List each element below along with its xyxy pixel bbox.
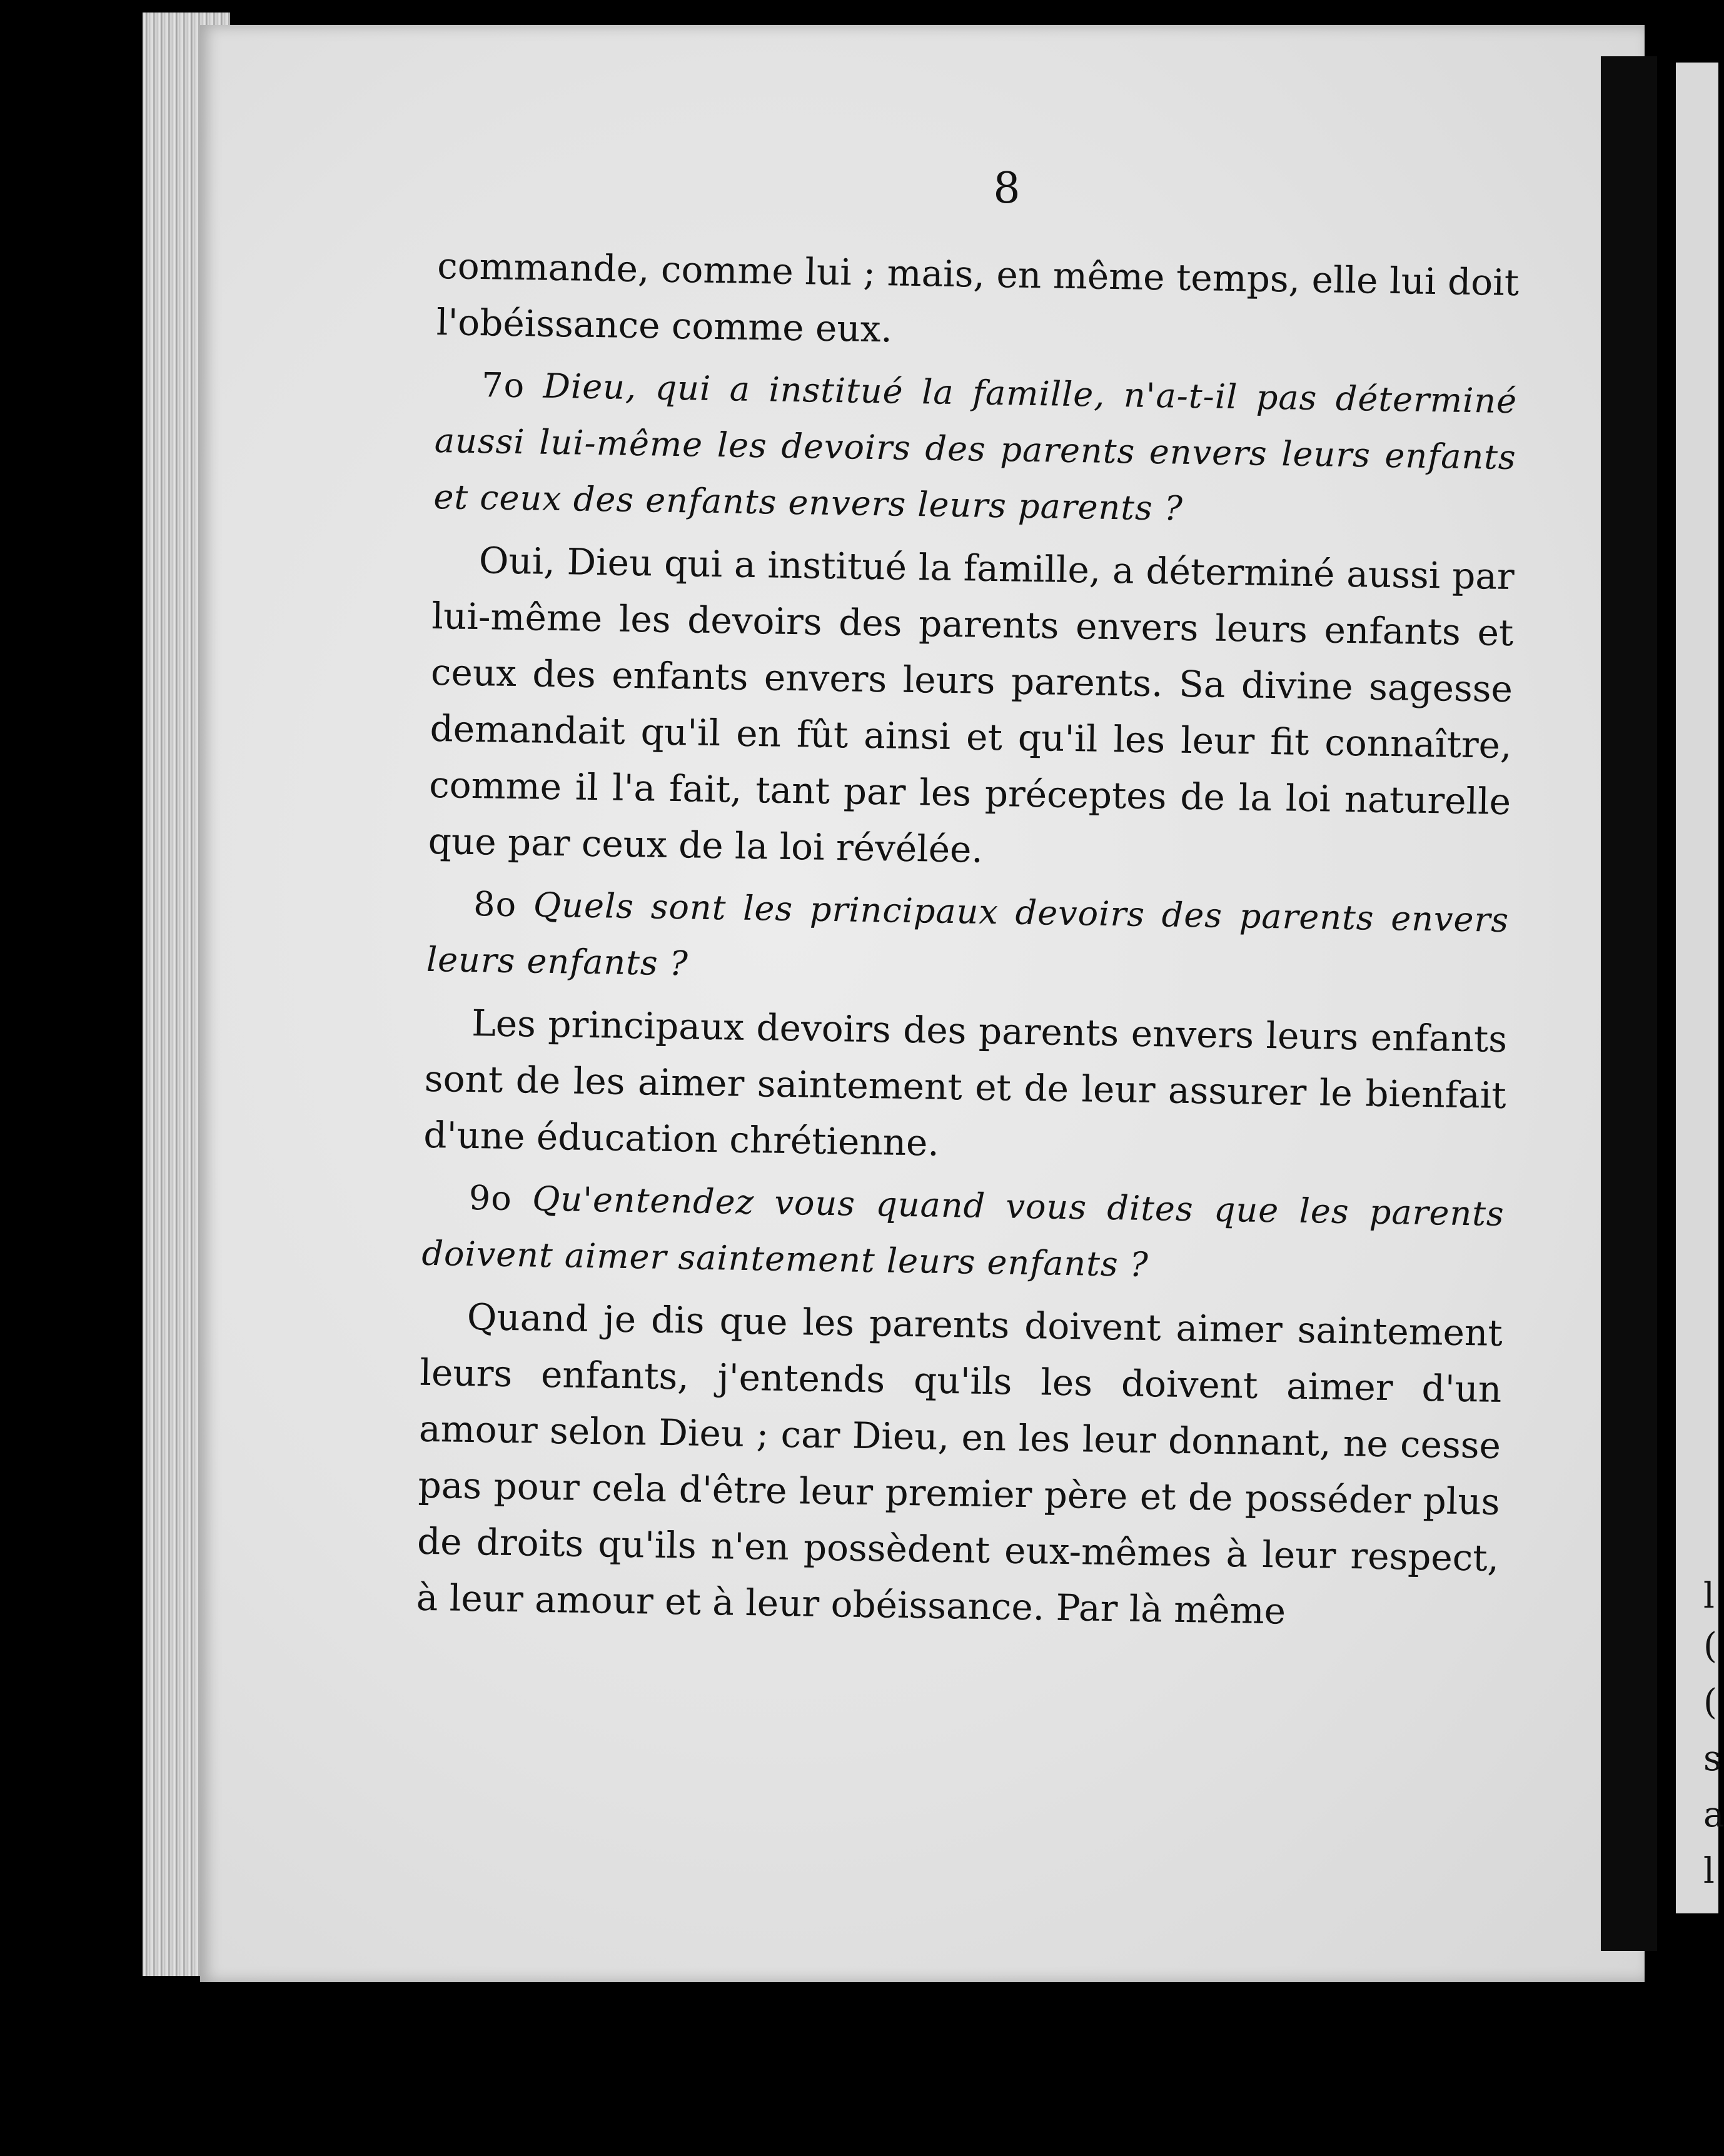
answer-paragraph [416, 1288, 1503, 1643]
question-text: Qu'entendez vous quand vous dites que les parents doivent aimer saintement leurs enfants ? [421, 1179, 1505, 1285]
question-number: 7o [481, 365, 525, 406]
answer-paragraph [423, 994, 1508, 1180]
question-number: 9o [468, 1177, 513, 1219]
question-paragraph [421, 1169, 1505, 1299]
book-binding [1601, 56, 1657, 1951]
answer-paragraph [428, 531, 1515, 886]
question-text: Dieu, qui a institué la famille, n'a-t-il pas déterminé aussi lui-même les devoirs des parents envers leurs enfants et ceux des enfants envers leurs parents ? [433, 366, 1518, 528]
adjacent-page-fragment: a [1703, 1795, 1724, 1835]
page-number: 8 [993, 164, 1021, 213]
adjacent-page-fragment: l [1703, 1576, 1715, 1616]
adjacent-page-fragment: ( [1703, 1626, 1717, 1666]
page-body-text [416, 238, 1520, 1643]
paragraph-text: commande, comme lui ; mais, en même temps, elle lui doit l'obéissance comme eux. [436, 244, 1520, 351]
adjacent-page-fragment: ( [1703, 1682, 1717, 1723]
paragraph-text: Oui, Dieu qui a institué la famille, a déterminé aussi par lui-même les devoirs des parents envers leurs enfants et ceux des enfants envers leurs parents. Sa divine sagesse demandait qu'il en fût ainsi et qu'il les leur fit connaître, comme il l'a fait, tant par les préceptes de la loi naturelle que par ceux de la loi révélée. [428, 539, 1515, 871]
question-number: 8o [473, 884, 517, 925]
adjacent-page-fragment: l [1703, 1851, 1715, 1892]
question-paragraph [426, 875, 1510, 1005]
paragraph-text: Quand je dis que les parents doivent aimer saintement leurs enfants, j'entends qu'ils les doivent aimer d'un amour selon Dieu ; car Dieu, en les leur donnant, ne cesse pas pour cela d'être leur premier père et de posséder plus de droits qu'ils n'en possèdent eux-mêmes à leur respect, à leur amour et à leur obéissance. Par là même [416, 1295, 1503, 1633]
question-paragraph [433, 356, 1518, 542]
answer-paragraph [436, 238, 1520, 367]
paragraph-text: Les principaux devoirs des parents envers leurs enfants sont de les aimer saintement et de leur assurer le bienfait d'une éducation chrétienne. [423, 1002, 1508, 1164]
adjacent-page-fragment: s [1703, 1738, 1721, 1779]
question-text: Quels sont les principaux devoirs des parents envers leurs enfants ? [426, 885, 1510, 984]
